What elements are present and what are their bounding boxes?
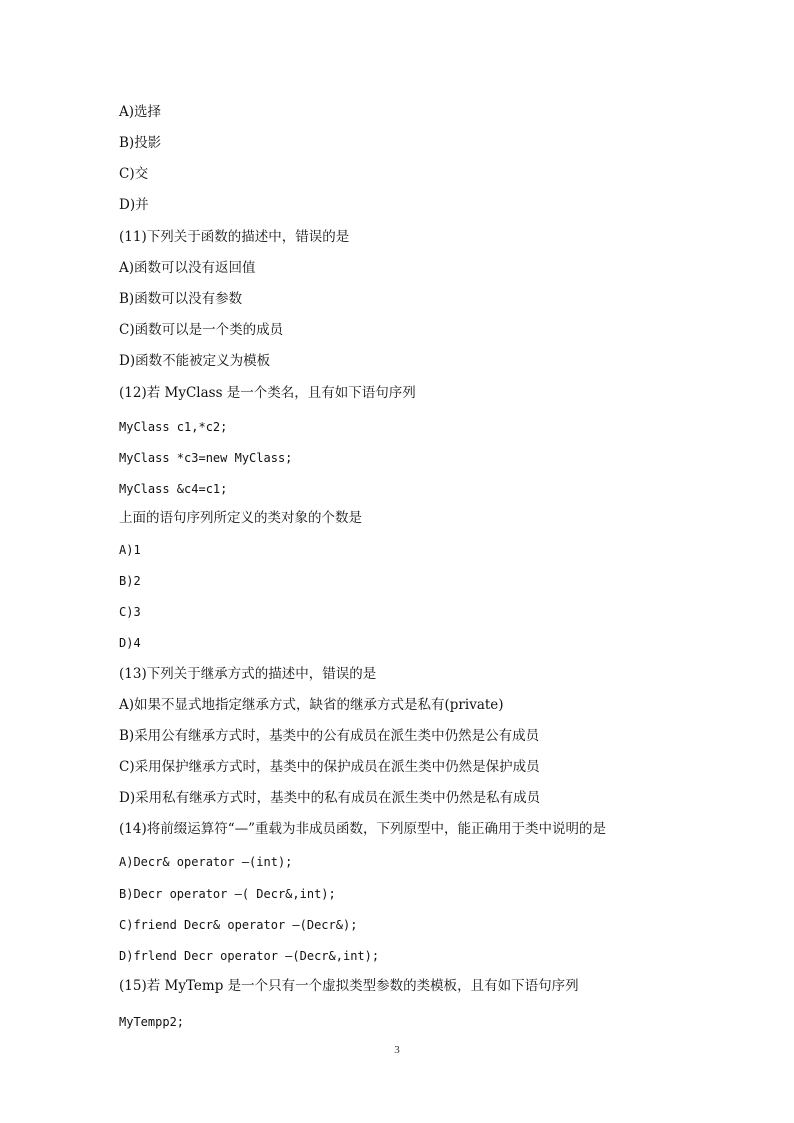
q11-option-c: C)函数可以是一个类的成员 bbox=[119, 322, 284, 338]
option-d-union: D)并 bbox=[119, 197, 149, 213]
q12-option-c: C)3 bbox=[119, 605, 141, 619]
q12-option-a: A)1 bbox=[119, 543, 141, 557]
q11-option-b: B)函数可以没有参数 bbox=[119, 291, 243, 307]
q13-option-c: C)采用保护继承方式时，基类中的保护成员在派生类中仍然是保护成员 bbox=[119, 759, 540, 775]
option-b-projection: B)投影 bbox=[119, 135, 162, 151]
page-number: 3 bbox=[394, 1044, 400, 1056]
q12-option-d: D)4 bbox=[119, 636, 141, 650]
q15-code-line-1: MyTempp2; bbox=[119, 1015, 185, 1029]
q12-prompt: 上面的语句序列所定义的类对象的个数是 bbox=[119, 510, 362, 526]
question-13: (13)下列关于继承方式的描述中，错误的是 bbox=[119, 666, 377, 682]
question-14: (14)将前缀运算符“—”重载为非成员函数，下列原型中，能正确用于类中说明的是 bbox=[119, 821, 607, 837]
q12-code-line-3: MyClass &c4=c1; bbox=[119, 482, 228, 496]
q12-code-line-2: MyClass *c3=new MyClass; bbox=[119, 451, 293, 465]
q13-option-b: B)采用公有继承方式时，基类中的公有成员在派生类中仍然是公有成员 bbox=[119, 728, 540, 744]
q12-code-line-1: MyClass c1,*c2; bbox=[119, 420, 228, 434]
question-11: (11)下列关于函数的描述中，错误的是 bbox=[119, 229, 350, 245]
q11-option-a: A)函数可以没有返回值 bbox=[119, 260, 256, 276]
option-a-select: A)选择 bbox=[119, 104, 162, 120]
q12-option-b: B)2 bbox=[119, 574, 141, 588]
option-c-intersection: C)交 bbox=[119, 166, 149, 182]
q14-option-b: B)Decr operator —( Decr&,int); bbox=[119, 887, 336, 901]
q13-option-d: D)采用私有继承方式时，基类中的私有成员在派生类中仍然是私有成员 bbox=[119, 790, 541, 806]
q14-option-d: D)frlend Decr operator —(Decr&,int); bbox=[119, 949, 380, 963]
question-12: (12)若 MyClass 是一个类名，且有如下语句序列 bbox=[119, 385, 416, 401]
q13-option-a: A)如果不显式地指定继承方式，缺省的继承方式是私有(private) bbox=[119, 697, 504, 713]
q11-option-d: D)函数不能被定义为模板 bbox=[119, 353, 271, 369]
q14-option-c: C)friend Decr& operator —(Decr&); bbox=[119, 918, 358, 932]
q14-option-a: A)Decr& operator —(int); bbox=[119, 855, 293, 869]
question-15: (15)若 MyTemp 是一个只有一个虚拟类型参数的类模板，且有如下语句序列 bbox=[119, 978, 579, 994]
